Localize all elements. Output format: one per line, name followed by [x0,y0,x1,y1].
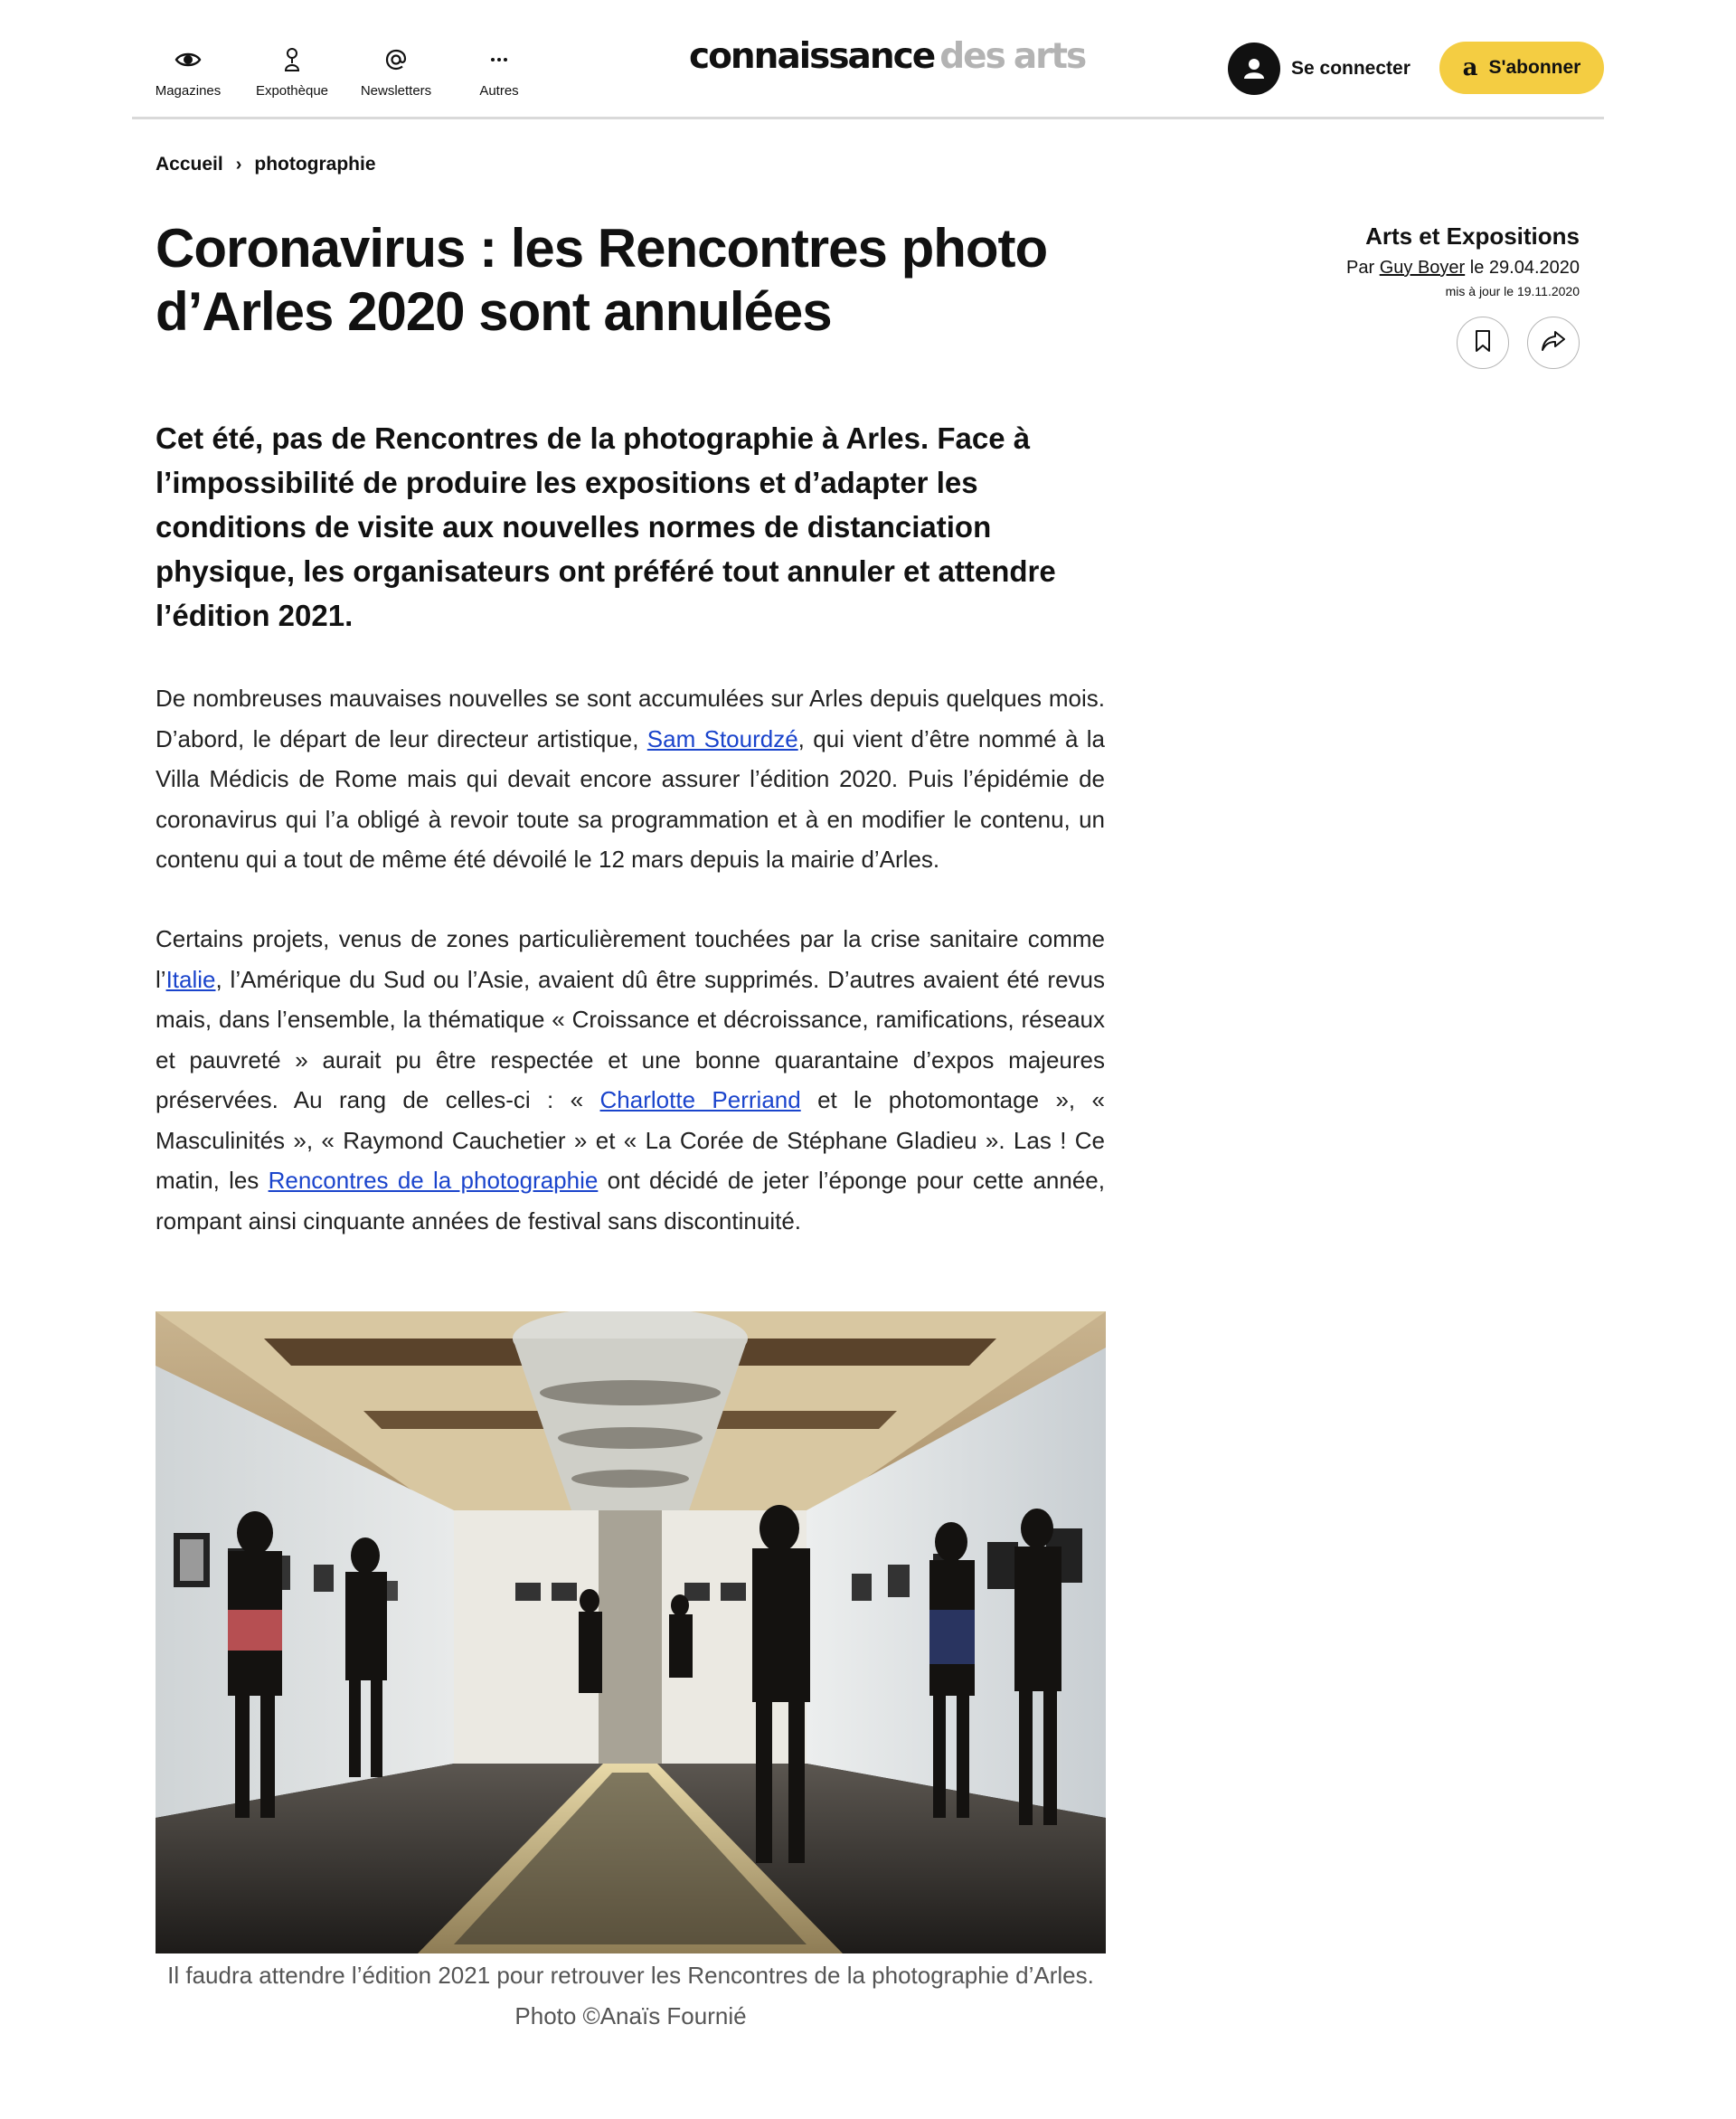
article-actions [1218,317,1580,369]
nav-label: Autres [479,83,519,99]
subscribe-label: S'abonner [1488,57,1581,78]
logo-text-arts: arts [1013,36,1086,77]
nav-item-magazines[interactable] [143,45,233,99]
site-logo[interactable] [689,36,1086,90]
more-icon [485,45,514,74]
breadcrumb [156,154,376,175]
caption-text: Il faudra attendre l’édition 2021 pour retrouver les Rencontres de la photographie d’Arles. [167,1962,1094,1989]
login-label: Se connecter [1291,58,1410,79]
eye-icon [174,45,203,74]
nav-label: Magazines [155,83,222,99]
subscribe-button[interactable] [1439,42,1604,94]
article-lead: Cet été, pas de Rencontres de la photographie à Arles. Face à l’impossibilité de produire les expositions et d’adapter les conditions de visite aux nouvelles normes de distanciation physique, les organisateurs ont préféré tout annuler et attendre l’édition 2021. [156,421,1056,632]
user-icon [1228,43,1280,95]
nav-label: Expothèque [255,83,329,99]
share-button[interactable] [1527,317,1580,369]
author-link[interactable]: Guy Boyer [1379,258,1466,278]
article-paragraph [156,919,1105,1241]
paragraph-text: ont décidé de jeter l’éponge pour cette année, rompant ainsi cinquante années de festival sans discontinuité. [156,1167,1105,1235]
nav-item-autres[interactable] [454,45,544,99]
by-prefix: Par [1346,258,1375,278]
paragraph-text: et le photomontage », « Masculinités », « Raymond Cauchetier » et « La Corée de Stéphane Gladieu ». Las ! Ce matin, les [156,1086,1105,1194]
at-icon [382,45,410,74]
article-paragraph [156,678,1105,880]
chevron-right-icon: › [235,154,242,175]
site-header [132,0,1604,119]
logo-text-main: connaissance [689,36,935,77]
paragraph-text: De nombreuses mauvaises nouvelles se sont accumulées sur Arles depuis quelques mois. D’abord, le départ de leur directeur artistique, [156,685,1105,752]
date-prefix: le [1469,258,1485,278]
article-category[interactable]: Arts et Expositions [1365,222,1580,250]
nav-item-newsletters[interactable] [351,45,441,99]
subscribe-icon: a [1462,54,1478,81]
bookmark-icon [1472,329,1494,357]
page-title: Coronavirus : les Rencontres photo d’Arles 2020 sont annulées [156,218,1048,342]
link-italie[interactable]: Italie [165,965,216,993]
paragraph-text: , qui vient d’être nommé à la Villa Médicis de Rome mais qui devait encore assurer l’édition 2020. Puis l’épidémie de coronavirus qui l’a obligé à revoir toute sa programmation et à en modifier le contenu, un contenu qui a tout de même été dévoilé le 12 mars depuis la mairie d’Arles. [156,724,1106,873]
breadcrumb-home[interactable]: Accueil [156,154,223,175]
article-byline [1218,258,1580,279]
link-sam-stourdze[interactable]: Sam Stourdzé [646,724,798,752]
link-charlotte-perriand[interactable]: Charlotte Perriand [599,1086,801,1113]
publish-date: 29.04.2020 [1488,258,1580,278]
link-rencontres-photographie[interactable]: Rencontres de la photographie [268,1167,599,1194]
paragraph-text: Certains projets, venus de zones particulièrement touchées par la crise sanitaire comme l’ [156,925,1105,993]
photo-credit: Photo ©Anaïs Fournié [514,2001,747,2029]
share-icon [1541,329,1566,357]
logo-text-des: des [939,36,1005,77]
nav-label: Newsletters [360,83,432,99]
nav-item-expotheque[interactable] [247,45,337,99]
article-meta [1218,222,1580,369]
paragraph-text: , l’Amérique du Sud ou l’Asie, avaient dû être supprimés. D’autres avaient été revus mais, dans l’ensemble, la thématique « Croissance et décroissance, ramifications, réseaux et pauvreté » aurait pu être respectée et une bonne quarantaine d’expos majeures préservées. Au rang de celles-ci : « [156,965,1105,1113]
update-date: mis à jour le 19.11.2020 [1445,284,1580,298]
article-photo [156,1311,1106,1953]
breadcrumb-current[interactable]: photographie [254,154,376,175]
photo-caption [156,1955,1106,2036]
bookmark-button[interactable] [1457,317,1509,369]
login-button[interactable] [1228,42,1410,96]
person-icon [278,45,307,74]
